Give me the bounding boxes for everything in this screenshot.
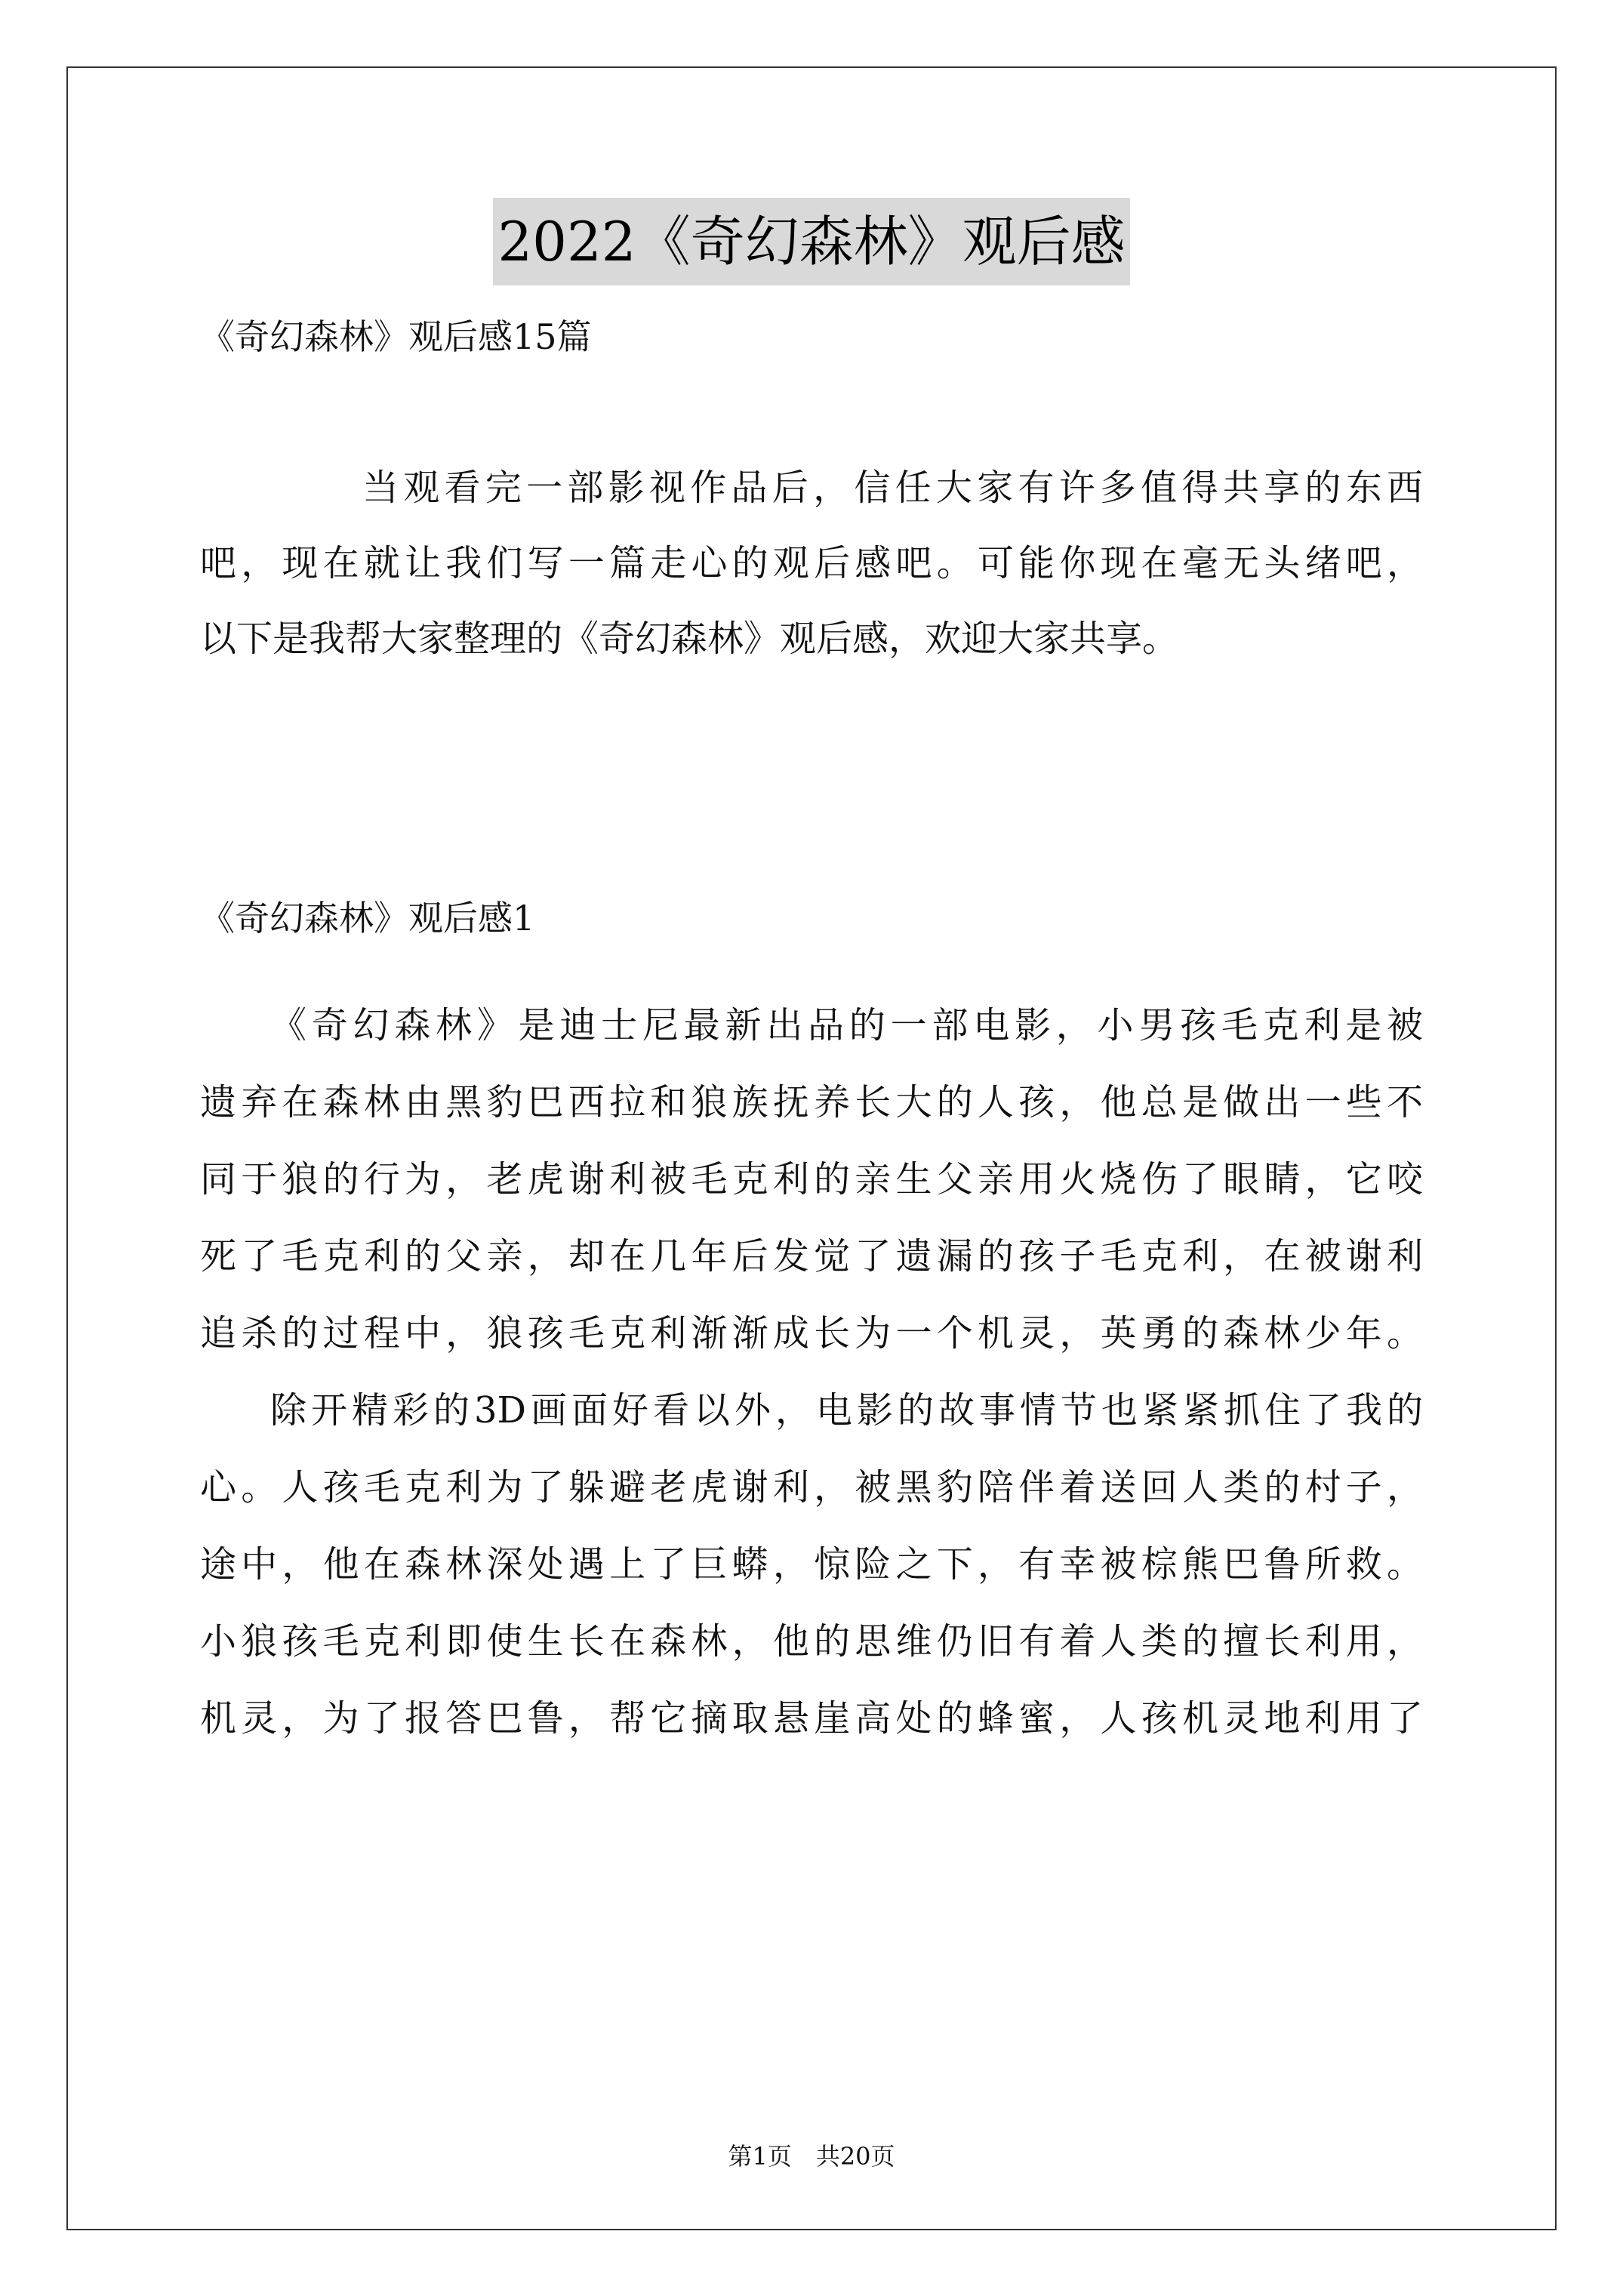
paragraph2-line-1: 除开精彩的3D画面好看以外，电影的故事情节也紧紧抓住了我的 [270, 1389, 1423, 1432]
document-subtitle: 《奇幻森林》观后感15篇 [200, 316, 592, 357]
section-heading: 《奇幻森林》观后感1 [200, 898, 535, 938]
page-border [66, 66, 1557, 2230]
title-container [0, 198, 1623, 285]
paragraph1-line-2: 遗弃在森林由黑豹巴西拉和狼族抚养长大的人孩，他总是做出一些不 [200, 1081, 1423, 1123]
paragraph2-line-4: 小狼孩毛克利即使生长在森林，他的思维仍旧有着人类的擅长利用， [200, 1620, 1423, 1663]
paragraph2-line-2: 心。人孩毛克利为了躲避老虎谢利，被黑豹陪伴着送回人类的村子， [200, 1466, 1423, 1509]
page-footer: 第1页 共20页 [728, 2142, 895, 2171]
paragraph1-line-5: 追杀的过程中，狼孩毛克利渐渐成长为一个机灵，英勇的森林少年。 [200, 1312, 1423, 1354]
intro-line-3: 以下是我帮大家整理的《奇幻森林》观后感，欢迎大家共享。 [200, 618, 1179, 660]
paragraph2-line-3: 途中，他在森林深处遇上了巨蟒，惊险之下，有幸被棕熊巴鲁所救。 [200, 1543, 1423, 1586]
paragraph1-line-3: 同于狼的行为，老虎谢利被毛克利的亲生父亲用火烧伤了眼睛，它咬 [200, 1158, 1423, 1200]
paragraph2-line-5: 机灵，为了报答巴鲁，帮它摘取悬崖高处的蜂蜜，人孩机灵地利用了 [200, 1697, 1423, 1740]
document-title: 2022《奇幻森林》观后感 [493, 198, 1129, 285]
intro-line-1: 当观看完一部影视作品后，信任大家有许多值得共享的东西 [362, 467, 1423, 509]
paragraph1-line-4: 死了毛克利的父亲，却在几年后发觉了遗漏的孩子毛克利，在被谢利 [200, 1235, 1423, 1277]
intro-line-2: 吧，现在就让我们写一篇走心的观后感吧。可能你现在毫无头绪吧， [200, 542, 1423, 584]
paragraph1-line-1: 《奇幻森林》是迪士尼最新出品的一部电影，小男孩毛克利是被 [270, 1004, 1423, 1046]
